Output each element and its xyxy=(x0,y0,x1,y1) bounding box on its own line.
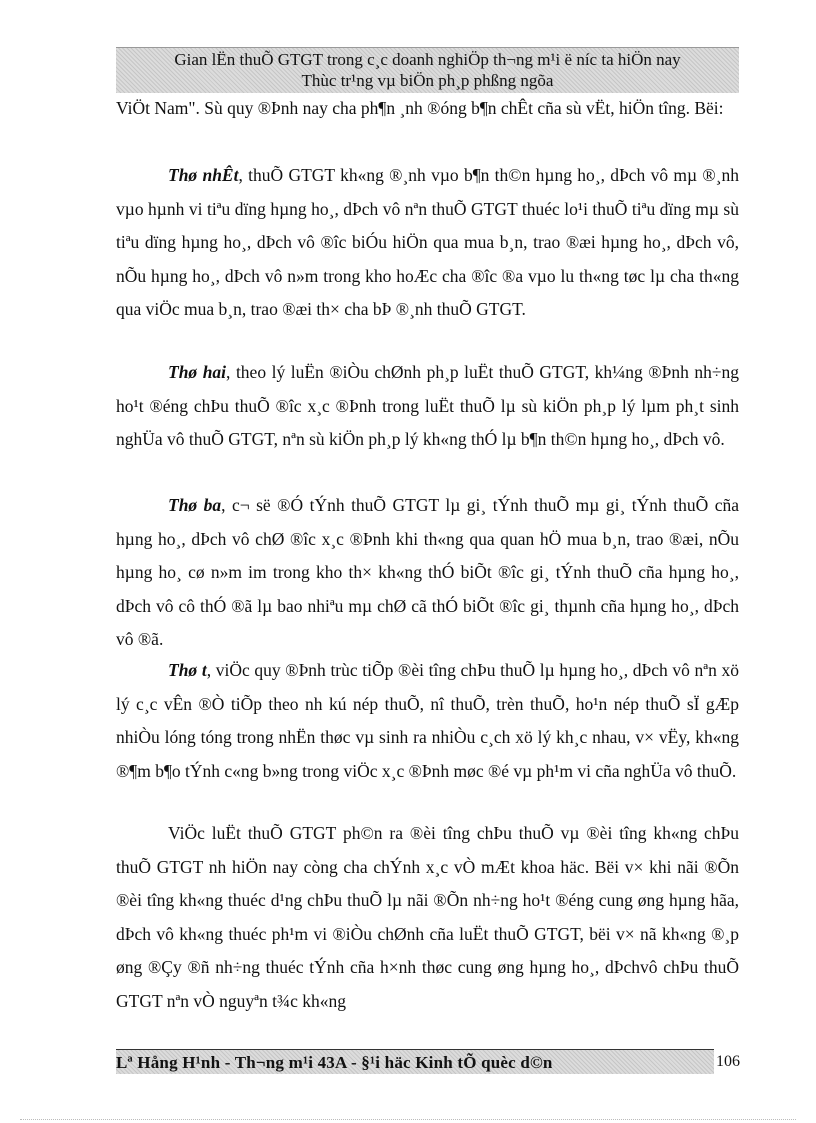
third-point-lead: Thø ba xyxy=(168,495,222,515)
running-header-subtitle: Thùc tr¹ng vµ biÖn ph¸p phßng ngõa xyxy=(301,71,554,90)
paragraph-third-point xyxy=(116,489,739,657)
footer-author-line: Lª Hång H¹nh - Th¬ng m¹i 43A - §¹i häc Kinh tÕ quèc d©n xyxy=(116,1053,553,1072)
second-point-text: , theo lý luËn ®iÒu chØnh ph¸p luËt thuÕ GTGT, kh¼ng ®Þnh nh÷ng ho¹t ®éng chÞu thuÕ ®îc x¸c ®Þnh trong luËt thuÕ lµ sù kiÖn ph¸p lý lµm ph¸t sinh nghÜa vô thuÕ GTGT, nªn sù kiÖn ph¸p lý kh«ng thÓ lµ b¶n th©n hµng ho¸, dÞch vô. xyxy=(116,362,739,449)
paragraph-second-point xyxy=(116,356,739,457)
first-point-text: , thuÕ GTGT kh«ng ®¸nh vµo b¶n th©n hµng ho¸, dÞch vô mµ ®¸nh vµo hµnh vi tiªu dïng hµng ho¸, dÞch vô nªn thuÕ GTGT thuéc lo¹i thuÕ tiªu dïng mµ sù tiªu dïng hµng ho¸, dÞch vô ®îc biÓu hiÖn qua mua b¸n, trao ®æi hµng ho¸, dÞch vô, nÕu hµng ho¸, dÞch vô n»m trong kho hoÆc cha ®îc ®a vµo lu th«ng tøc lµ cha th«ng qua viÖc mua b¸n, trao ®æi th× cha bÞ ®¸nh thuÕ GTGT. xyxy=(116,165,739,319)
running-header-title: Gian lËn thuÕ GTGT trong c¸c doanh nghiÖp th¬ng m¹i ë níc ta hiÖn nay xyxy=(174,50,681,69)
fourth-point-text: , viÖc quy ®Þnh trùc tiÕp ®èi tîng chÞu thuÕ lµ hµng ho¸, dÞch vô nªn xö lý c¸c vÊn ®Ò tiÕp theo nh kú nép thuÕ, nî thuÕ, trèn thuÕ, ho¹n nép thuÕ sÏ gÆp nhiÒu lóng tóng trong nhËn thøc vµ sinh ra nhiÒu c¸ch xö lý kh¸c nhau, v× vËy, kh«ng ®¶m b¶o tÝnh c«ng b»ng trong viÖc x¸c ®Þnh møc ®é vµ ph¹m vi cña nghÜa vô thuÕ. xyxy=(116,660,739,781)
paragraph-closing: ViÖc luËt thuÕ GTGT ph©n ra ®èi tîng chÞu thuÕ vµ ®èi tîng kh«ng chÞu thuÕ GTGT nh hiÖn nay còng cha chÝnh x¸c vÒ mÆt khoa häc. Bëi v× khi nãi ®Õn ®èi tîng kh«ng thuéc d¹ng chÞu thuÕ lµ nãi ®Õn nh÷ng ho¹t ®éng cung øng hµng hãa, dÞch vô kh«ng thuéc ph¹m vi ®iÒu chØnh cña luËt thuÕ GTGT, bëi v× nã kh«ng ®¸p øng ®Çy ®ñ nh÷ng thuéc tÝnh cña h×nh thøc cung øng hµng ho¸, dÞchvô chÞu thuÕ GTGT nªn vÒ nguyªn t¾c kh«ng xyxy=(116,823,739,1011)
fourth-point-lead: Thø t xyxy=(168,660,207,680)
second-point-lead: Thø hai xyxy=(168,362,227,382)
paragraph-first-point xyxy=(116,159,739,327)
third-point-text: , c¬ së ®Ó tÝnh thuÕ GTGT lµ gi¸ tÝnh thuÕ mµ gi¸ tÝnh thuÕ cña hµng ho¸, dÞch vô chØ ®îc x¸c ®Þnh khi th«ng qua quan hÖ mua b¸n, trao ®æi, nÕu hµng ho¸ cø n»m im trong kho th× kh«ng thÓ biÕt ®îc gi¸ tÝnh thuÕ cña hµng ho¸, dÞch vô cô thÓ ®ã lµ bao nhiªu mµ chØ cã thÓ biÕt ®îc gi¸ thµnh cña hµng ho¸, dÞch vô ®ã. xyxy=(116,495,739,649)
first-point-lead: Thø nhÊt xyxy=(168,165,239,185)
paragraph-fourth-point xyxy=(116,654,739,788)
paragraph-intro: ViÖt Nam". Sù quy ®Þnh nay cha ph¶n ¸nh ®óng b¶n chÊt cña sù vËt, hiÖn tîng. Bëi: xyxy=(116,98,724,118)
page-number: 106 xyxy=(716,1053,740,1070)
page-bottom-divider xyxy=(20,1119,796,1120)
